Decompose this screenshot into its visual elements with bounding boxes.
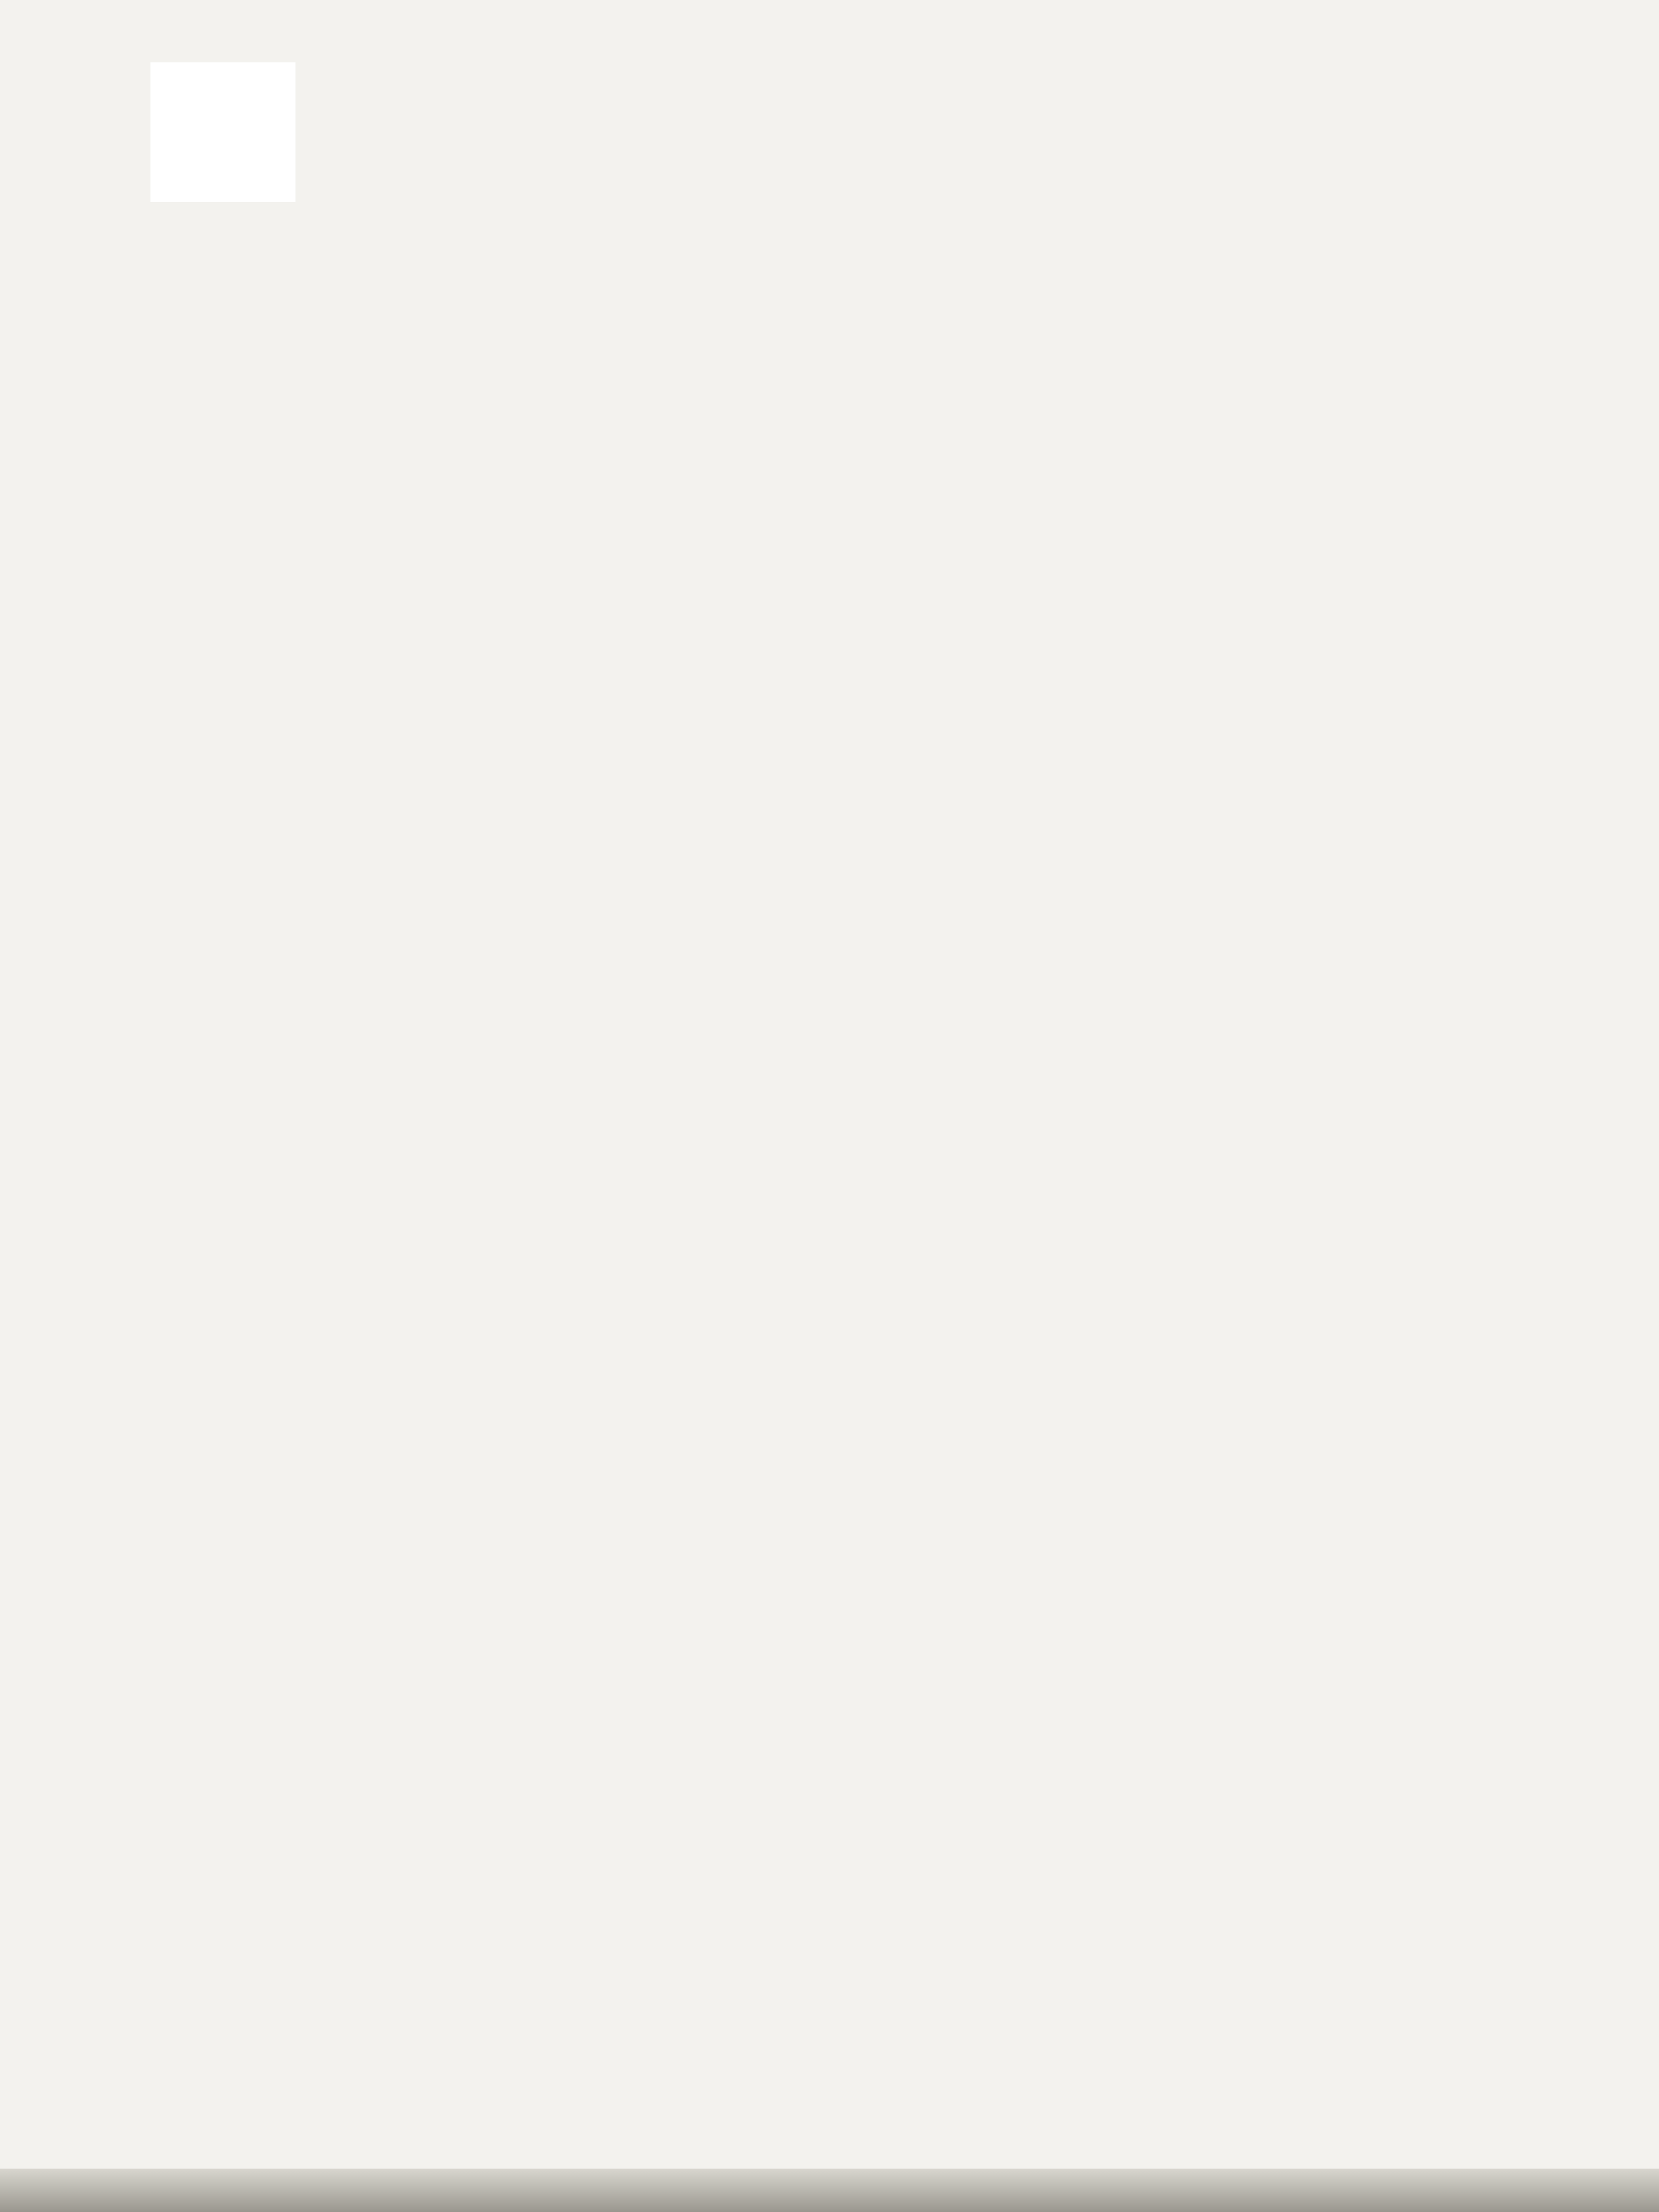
scan-page-edge (0, 2169, 1659, 2212)
exosome-diagram-svg (1149, 972, 1450, 1325)
qr-code-image (150, 62, 295, 202)
exosome-diagram (1149, 972, 1450, 1325)
